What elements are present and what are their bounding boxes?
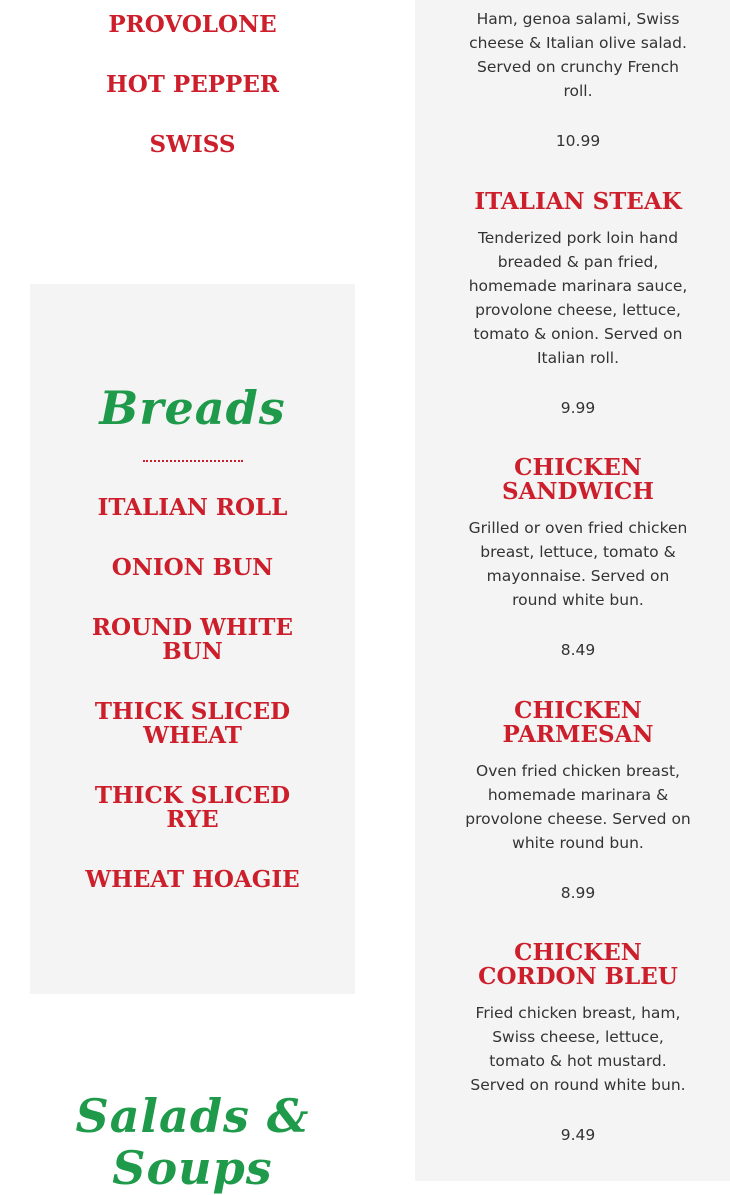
cheese-list (30, 13, 355, 193)
left-column (30, 0, 355, 1195)
sandwich-item (463, 699, 693, 905)
sandwich-description: Tenderized pork loin hand breaded & pan fried, homemade marinara sauce, provolone cheese, lettuce, tomato & onion. Served on Italian roll. (468, 229, 688, 367)
sandwich-price: 8.99 (560, 884, 596, 902)
bread-item: ROUND WHITE BUN (91, 614, 294, 665)
sandwich-description: Grilled or oven fried chicken breast, lettuce, tomato & mayonnaise. Served on round white bun. (468, 519, 688, 609)
bread-item: WHEAT HOAGIE (85, 866, 300, 893)
cheese-item: HOT PEPPER (106, 71, 279, 98)
bread-item: THICK SLICED RYE (94, 782, 291, 833)
salads-heading: Salads & Soups (75, 1089, 310, 1195)
cheese-item: SWISS (149, 131, 236, 158)
sandwich-item (463, 190, 693, 420)
sandwich-price: 9.49 (560, 1126, 596, 1144)
sandwich-item (463, 7, 693, 153)
sandwich-title: CHICKEN PARMESAN (502, 697, 654, 748)
sandwiches-column (415, 0, 730, 1181)
bread-item: ITALIAN ROLL (97, 494, 288, 521)
cheese-item: PROVOLONE (108, 11, 277, 38)
sandwich-title: CHICKEN CORDON BLEU (478, 939, 678, 990)
sandwich-item (463, 941, 693, 1147)
sandwich-description: Oven fried chicken breast, homemade marinara & provolone cheese. Served on white round bun. (465, 762, 691, 852)
sandwich-description: Fried chicken breast, ham, Swiss cheese, lettuce, tomato & hot mustard. Served on round white bun. (470, 1004, 686, 1094)
sandwich-price: 10.99 (555, 132, 601, 150)
sandwich-description: Ham, genoa salami, Swiss cheese & Italian olive salad. Served on crunchy French roll. (469, 10, 687, 100)
bread-item: THICK SLICED WHEAT (94, 698, 291, 749)
breads-list (70, 496, 315, 928)
sandwich-price: 9.99 (560, 399, 596, 417)
sandwich-item (463, 456, 693, 662)
sandwich-title: ITALIAN STEAK (474, 188, 682, 215)
sandwich-price: 8.49 (560, 641, 596, 659)
breads-section (30, 284, 355, 994)
section-divider (143, 460, 243, 462)
breads-heading: Breads (99, 381, 286, 435)
bread-item: ONION BUN (111, 554, 274, 581)
sandwich-title: CHICKEN SANDWICH (501, 454, 655, 505)
